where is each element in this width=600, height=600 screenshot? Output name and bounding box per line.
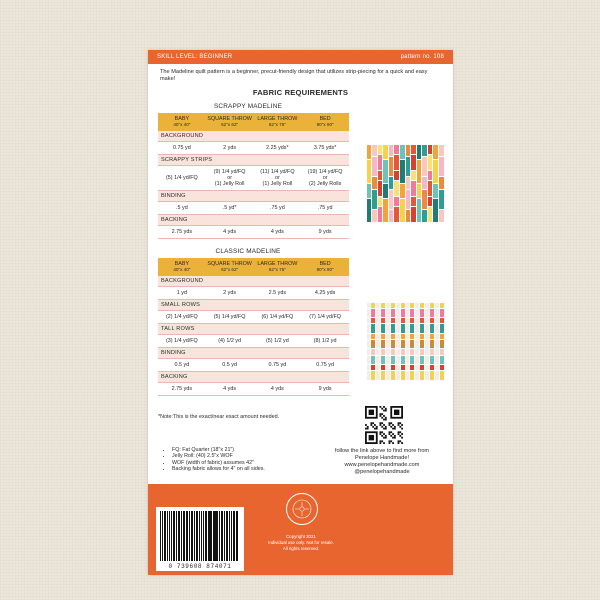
glossary-item: • Backing fabric allows for 4" on all sides. <box>172 466 265 472</box>
amount-cell: 3.75 yds* <box>301 142 349 155</box>
amount-cell: 0.75 yd <box>301 359 349 372</box>
size-name: SQUARE THROW <box>207 261 252 267</box>
table-row <box>158 359 349 372</box>
amount-cell: (11) 1/4 yd/FQ or (1) Jelly Roll <box>254 166 302 191</box>
pattern-number: pattern no. 108 <box>400 54 444 60</box>
section-row <box>158 348 349 359</box>
size-header <box>301 113 349 131</box>
size-dimensions: 90"x 90" <box>316 122 334 127</box>
table-row <box>158 383 349 396</box>
size-name: LARGE THROW <box>257 261 298 267</box>
amount-cell: 2.5 yds <box>254 287 302 300</box>
amount-cell: 2.75 yds <box>158 226 206 239</box>
amount-cell: (5) 1/4 yd/FQ <box>158 166 206 191</box>
table-row <box>158 335 349 348</box>
barcode-bars <box>160 511 240 561</box>
amount-cell: (19) 1/4 yd/FQ or (2) Jelly Rolls <box>301 166 349 191</box>
footer-band <box>148 484 453 575</box>
amount-cell: 4 yds <box>254 383 302 396</box>
amount-cell: 4 yds <box>206 383 254 396</box>
amount-cell: .75 yd <box>301 202 349 215</box>
amount-cell: 4 yds <box>254 226 302 239</box>
size-dimensions: 62"x 62" <box>221 122 239 127</box>
section-label: BACKING <box>158 372 349 383</box>
table-row <box>158 166 349 191</box>
header-bar <box>148 50 453 64</box>
amount-cell: 4 yds <box>206 226 254 239</box>
glossary-item: • Jelly Roll: (40) 2.5"x WOF <box>172 453 265 459</box>
amount-cell: 2 yds <box>206 287 254 300</box>
size-dimensions: 40"x 40" <box>173 122 191 127</box>
qr-code[interactable] <box>365 406 403 444</box>
follow-line2: Penelope Handmade! <box>354 455 410 461</box>
skill-level: SKILL LEVEL: BEGINNER <box>157 54 233 60</box>
section-label: SMALL ROWS <box>158 300 349 311</box>
amount-cell: 2.25 yds* <box>254 142 302 155</box>
section-row <box>158 300 349 311</box>
size-header <box>254 258 302 276</box>
size-dimensions: 62"x 75" <box>268 122 286 127</box>
size-header <box>158 113 206 131</box>
amount-cell: 0.75 yd <box>254 359 302 372</box>
section-label: BINDING <box>158 348 349 359</box>
amount-cell: .5 yd <box>158 202 206 215</box>
amount-cell: 1 yd <box>158 287 206 300</box>
size-name: BED <box>319 261 331 267</box>
follow-block <box>323 448 441 476</box>
section-row <box>158 372 349 383</box>
amount-cell: 2 yds <box>206 142 254 155</box>
brand-logo-icon <box>286 493 318 525</box>
section-label: TALL ROWS <box>158 324 349 335</box>
section-row <box>158 191 349 202</box>
amount-cell: (5) 1/2 yd <box>254 335 302 348</box>
page-title: FABRIC REQUIREMENTS <box>252 88 349 97</box>
size-dimensions: 40"x 40" <box>173 267 191 272</box>
glossary-list <box>160 447 265 473</box>
section-label: BACKGROUND <box>158 131 349 142</box>
rights-line: All rights reserved. <box>282 545 320 551</box>
amount-cell: (5) 1/4 yd/FQ <box>206 311 254 324</box>
amount-cell: .5 yd* <box>206 202 254 215</box>
copyright-block <box>248 534 354 551</box>
amount-cell: 0.5 yd <box>158 359 206 372</box>
amount-cell: (9) 1/4 yd/FQ or (1) Jelly Roll <box>206 166 254 191</box>
amount-cell: (8) 1/2 yd <box>301 335 349 348</box>
section-label: BINDING <box>158 191 349 202</box>
scrappy-table <box>158 113 349 239</box>
follow-line1: follow the link above to find more from <box>334 448 430 454</box>
pattern-sheet <box>148 50 453 575</box>
website-link[interactable]: www.penelopehandmade.com <box>344 462 420 468</box>
amount-cell: .75 yd <box>254 202 302 215</box>
copyright-line: Copyright 2021 <box>286 534 316 539</box>
size-name: BED <box>319 116 331 122</box>
amount-cell: 2.75 yds <box>158 383 206 396</box>
size-dimensions: 62"x 62" <box>221 267 239 272</box>
size-header <box>158 258 206 276</box>
size-dimensions: 62"x 75" <box>268 267 286 272</box>
intro-text: The Madeline quilt pattern is a beginner, precut-friendly design that utilizes strip-piecing for a quick and easy make! <box>160 69 428 82</box>
table-row <box>158 311 349 324</box>
classic-quilt-image <box>366 302 444 380</box>
section-row <box>158 131 349 142</box>
section-label: BACKGROUND <box>158 276 349 287</box>
section-label: BACKING <box>158 215 349 226</box>
amount-cell: 0.5 yd <box>206 359 254 372</box>
size-name: SQUARE THROW <box>207 116 252 122</box>
amount-cell: 0.75 yd <box>158 142 206 155</box>
section-row <box>158 155 349 166</box>
size-header <box>301 258 349 276</box>
glossary-item: • FQ: Fat Quarter (18"x 21") <box>172 447 265 453</box>
amount-cell: (2) 1/4 yd/FQ <box>158 311 206 324</box>
size-dimensions: 90"x 90" <box>316 267 334 272</box>
section-row <box>158 276 349 287</box>
section-row <box>158 215 349 226</box>
table-row <box>158 142 349 155</box>
table-row <box>158 202 349 215</box>
note-text: *Note:This is the exact/near exact amount needed. <box>158 414 280 420</box>
scrappy-quilt-image <box>366 144 444 222</box>
size-header <box>254 113 302 131</box>
social-handle[interactable]: @penelopehandmade <box>354 469 410 475</box>
amount-cell: (6) 1/4 yd/FQ <box>254 311 302 324</box>
amount-cell: 4.25 yds <box>301 287 349 300</box>
classic-table <box>158 258 349 396</box>
barcode <box>156 507 244 571</box>
size-name: BABY <box>174 261 190 267</box>
scrappy-title: SCRAPPY MADELINE <box>213 103 283 110</box>
barcode-number: 0 739608 874071 <box>168 563 232 570</box>
classic-title: CLASSIC MADELINE <box>215 248 281 255</box>
size-header <box>206 258 254 276</box>
size-name: LARGE THROW <box>257 116 298 122</box>
amount-cell: 9 yds <box>301 226 349 239</box>
size-name: BABY <box>174 116 190 122</box>
amount-cell: 9 yds <box>301 383 349 396</box>
section-label: SCRAPPY STRIPS <box>158 155 349 166</box>
table-row <box>158 226 349 239</box>
glossary-item: • WOF (width of fabric) assumes 42" <box>172 460 265 466</box>
size-header <box>206 113 254 131</box>
amount-cell: (4) 1/2 yd <box>206 335 254 348</box>
table-row <box>158 287 349 300</box>
license-line: Individual use only. Not for resale. <box>268 539 334 545</box>
section-row <box>158 324 349 335</box>
amount-cell: (3) 1/4 yd/FQ <box>158 335 206 348</box>
amount-cell: (7) 1/4 yd/FQ <box>301 311 349 324</box>
